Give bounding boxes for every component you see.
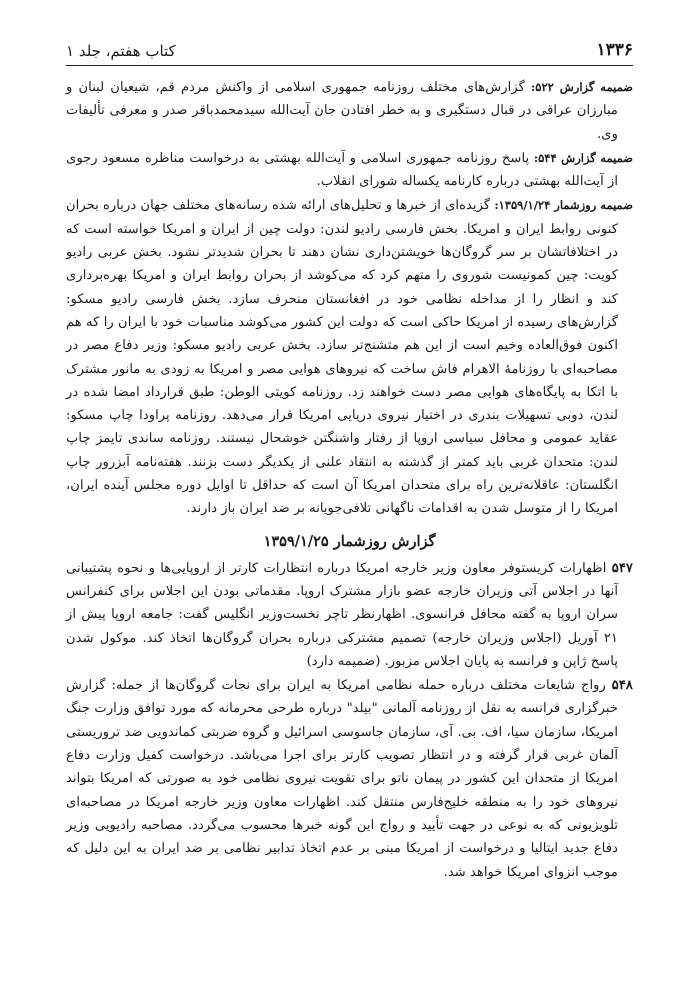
entry-label: ضمیمه روزشمار ۱۳۵۹/۱/۲۴: — [494, 198, 633, 213]
page-header — [66, 36, 633, 66]
entry-label: ضمیمه گزارش ۵۴۴: — [533, 150, 633, 165]
item-text: اظهارات کریستوفر معاون وزیر خارجه امریکا درباره انتظارات کارتر از اروپایی‌ها و نحوه پشتیبانی آنها در اجلاس آتی وزیران خارجه عضو بازار مشترک اروپا. مقدماتی بودن این اجلاس برای کنفرانس سران اروپا به گفته محافل فرانسوی. اظهارنظر تاچر نخست‌وزیر انگلیس گفت: جامعه اروپا پیش از ۲۱ آوریل (اجلاس وزیران خارجه) تصمیم مشترکی درباره بحران گروگان‌ها اتخاذ کند. موکول شدن پاسخ ژاپن و فرانسه به پایان اجلاس مزبور. (ضمیمه دارد) — [66, 560, 618, 669]
item-number: ۵۴۸ — [611, 678, 633, 694]
appendix-entry-522 — [66, 76, 633, 146]
page-number: ۱۳۳۶ — [596, 40, 633, 60]
appendix-entry-544 — [66, 147, 633, 194]
entry-text: گزیده‌ای از خبرها و تحلیل‌های ارائه شده رسانه‌های مختلف جهان درباره بحران کنونی روابط ایران و امریکا. بخش فارسی رادیو لندن: دولت چین از ایران و امریکا خواسته است که در اختلافاتشان بر سر گروگان‌ها خویشتن‌داری نشان دهند تا بحران شدیدتر نشود. بخش عربی رادیو کویت: چین کمونیست شوروی را متهم کرد که می‌کوشد از بحران روابط ایران و امریکا بهره‌برداری کند و انظار را از مداخله نظامی خود در افغانستان منحرف سازد. بخش فارسی رادیو مسکو: گزارش‌های رسیده از امریکا حاکی است که دولت این کشور می‌کوشد مناسبات خود با ایران را که هم اکنون فوق‌العاده وخیم است از این هم متشنج‌تر سازد. بخش عربی رادیو مسکو: وزیر دفاع مصر در مصاحبه‌ای با روزنامهٔ الاهرام فاش ساخت که نیروهای هوایی مصر و امریکا به زودی به مانور مشترک با اتکا به پایگاه‌های هوایی مصر دست خواهند زد. روزنامه کویتی الوطن: طبق قرارداد امضا شده در لندن، دوبی تسهیلات بندری در اختیار نیروی دریایی امریکا قرار می‌دهد. روزنامه پراودا چاپ مسکو: عقاید عمومی و محافل سیاسی اروپا از رفتار واشنگتن خوشحال نیستند. روزنامه ساندی تایمز چاپ لندن: متحدان غربی باید کمتر از گذشته به انتقاد علنی از یکدیگر دست بزنند. هفته‌نامه آبزرور چاپ انگلستان: عاقلانه‌ترین راه برای متحدان امریکا آن است که حداقل تا اوایل دوره مجلس آینده ایران، امریکا را از متوسل شدن به اقدامات ناگهانی تلافی‌جویانه بر ضد ایران باز دارند. — [66, 198, 618, 517]
running-title: کتاب هفتم، جلد ۱ — [66, 42, 176, 60]
entry-text: گزارش‌های مختلف روزنامه جمهوری اسلامی از واکنش مردم قم، شیعیان لبنان و مبارزان عراقی در قبال دستگیری و به خطر افتادن جان آیت‌الله سیدمحمدباقر صدر و معرفی تألیفات وی. — [66, 80, 618, 142]
appendix-entry-daily — [66, 194, 633, 520]
item-number: ۵۴۷ — [611, 560, 633, 576]
entry-text: پاسخ روزنامه جمهوری اسلامی و آیت‌الله بهشتی به درخواست مناظره مسعود رجوی از آیت‌الله بهشتی درباره کارنامه یکساله شورای انقلاب. — [66, 150, 618, 190]
report-item-547 — [66, 557, 633, 673]
report-item-548 — [66, 674, 633, 884]
item-text: رواج شایعات مختلف درباره حمله نظامی امریکا به ایران برای نجات گروگان‌ها از جمله: گزارش خبرگزاری فرانسه به نقل از روزنامه آلمانی "بیلد" درباره طرحی محرمانه که مورد توافق وزارت جنگ امریکا، سازمان سیا، اف. بی. آی، سازمان جاسوسی اسرائیل و گروه ضربتی کماندویی ضد تروریستی آلمان غربی قرار گرفته و در انتظار تصویب کارتر برای اجرا می‌باشد. درخواست کفیل وزارت دفاع امریکا از متحدان این کشور در پیمان ناتو برای تقویت نیروی نظامی خود به صورتی که امریکا بتواند نیروهای خود را به منطقه خلیج‌فارس منتقل کند. اظهارات معاون وزیر خارجه امریکا در مصاحبه‌ای تلویزیونی که به نوعی در جهت تأیید و رواج این گونه خبرها محسوب می‌گردد. مصاحبه رادیویی وزیر دفاع جدید ایتالیا و درخواست از امریکا مبنی بر عدم اتخاذ تدابیر نظامی بر ضد ایران به این دلیل که موجب انزوای امریکا خواهد شد. — [66, 678, 618, 880]
page-content — [66, 76, 633, 884]
section-title: گزارش روزشمار ۱۳۵۹/۱/۲۵ — [263, 532, 436, 550]
entry-label: ضمیمه گزارش ۵۲۲: — [531, 80, 634, 94]
